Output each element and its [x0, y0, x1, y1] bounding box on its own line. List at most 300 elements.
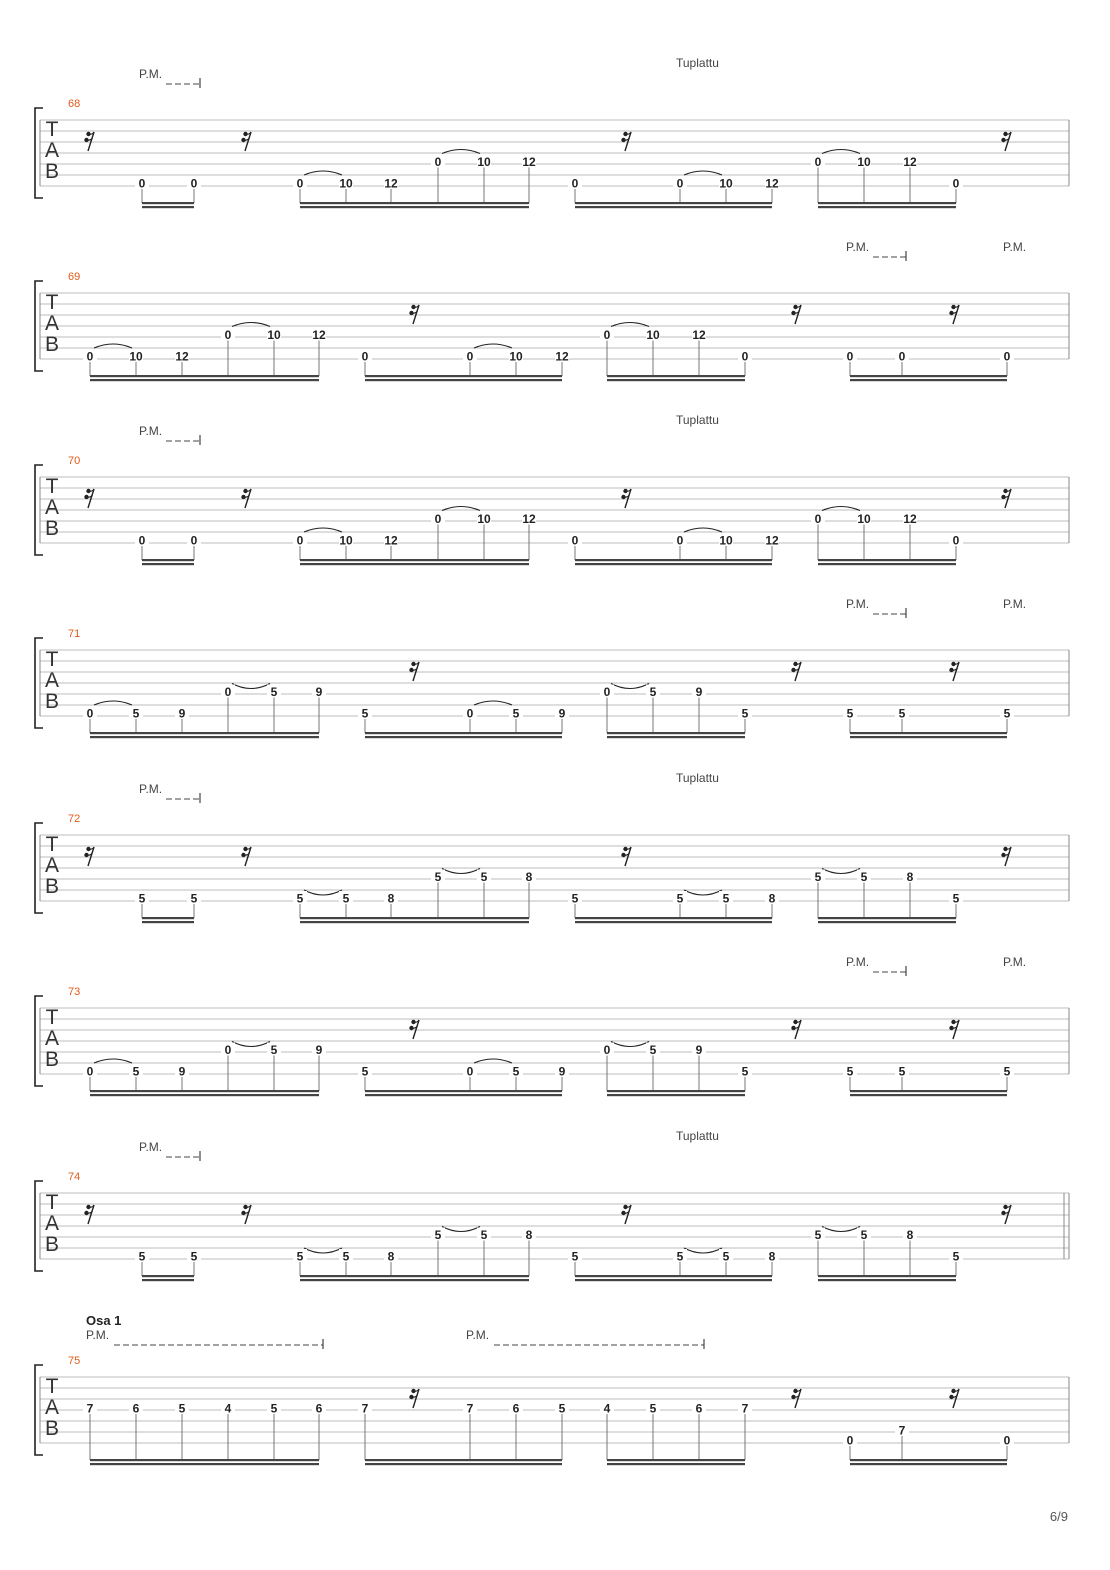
fret-number: 10 — [477, 512, 491, 526]
tab-system-68 — [35, 56, 1069, 208]
fret-number: 0 — [434, 512, 442, 526]
fret-number: 12 — [312, 328, 326, 342]
sixteenth-rest — [949, 1020, 959, 1039]
fret-number: 8 — [525, 870, 533, 884]
sixteenth-rest — [241, 489, 251, 508]
fret-number: 0 — [571, 176, 579, 191]
fret-number: 9 — [558, 706, 566, 721]
fret-number: 5 — [1003, 1064, 1011, 1079]
fret-number: 7 — [741, 1401, 749, 1416]
tie — [304, 1248, 342, 1253]
sixteenth-rest — [84, 1205, 94, 1224]
beam — [142, 563, 194, 565]
beam — [365, 732, 562, 734]
fret-number: 5 — [741, 1064, 749, 1079]
tab-clef-letter: A — [44, 1212, 60, 1235]
fret-number: 7 — [361, 1401, 369, 1416]
sixteenth-rest — [621, 132, 631, 151]
tuplattu-label: Tuplattu — [676, 1129, 719, 1143]
fret-number: 10 — [267, 328, 281, 342]
fret-number: 7 — [466, 1401, 474, 1416]
tab-clef-letter: T — [45, 1191, 59, 1214]
fret-number: 0 — [224, 328, 232, 342]
beam — [850, 1459, 1007, 1461]
fret-number: 5 — [132, 1064, 140, 1079]
palm-mute-label: P.M. — [139, 67, 163, 81]
fret-number: 5 — [270, 1401, 278, 1416]
beam — [365, 1090, 562, 1092]
beam — [607, 1090, 745, 1092]
fret-number: 7 — [86, 1401, 94, 1416]
fret-number: 0 — [741, 349, 749, 364]
tie — [684, 1248, 722, 1253]
fret-number: 0 — [952, 533, 960, 548]
fret-number: 10 — [477, 155, 491, 169]
tab-clef-letter: T — [45, 833, 59, 856]
fret-number: 5 — [296, 1249, 304, 1264]
palm-mute-label: P.M. — [1003, 240, 1027, 254]
fret-number: 10 — [339, 176, 353, 191]
fret-number: 0 — [846, 349, 854, 364]
fret-number: 0 — [676, 533, 684, 548]
fret-number: 12 — [765, 533, 779, 548]
fret-number: 0 — [676, 176, 684, 191]
fret-number: 5 — [860, 870, 868, 884]
fret-number: 10 — [719, 533, 733, 548]
fret-number: 12 — [384, 176, 398, 191]
sixteenth-rest — [84, 489, 94, 508]
fret-number: 4 — [224, 1401, 232, 1416]
tie — [611, 684, 649, 689]
tab-clef-letter: A — [44, 854, 60, 877]
tab-clef-letter: T — [45, 475, 59, 498]
tab-system-71 — [35, 597, 1069, 738]
fret-number: 5 — [814, 1228, 822, 1242]
fret-number: 5 — [649, 685, 657, 699]
beam — [90, 1090, 319, 1092]
fret-number: 12 — [555, 349, 569, 364]
tie — [684, 171, 722, 175]
palm-mute-label: P.M. — [139, 424, 163, 438]
fret-number: 5 — [296, 891, 304, 906]
measure-number: 72 — [68, 813, 81, 825]
sixteenth-rest — [621, 847, 631, 866]
fret-number: 5 — [898, 706, 906, 721]
beam — [818, 917, 956, 919]
fret-number: 5 — [270, 685, 278, 699]
page-number: 6/9 — [1049, 1509, 1068, 1524]
tab-clef-letter: A — [44, 1027, 60, 1050]
fret-number: 5 — [860, 1228, 868, 1242]
sixteenth-rest — [621, 1205, 631, 1224]
tie — [684, 528, 722, 532]
beam — [90, 1459, 319, 1461]
fret-number: 10 — [646, 328, 660, 342]
tab-system-69 — [35, 240, 1069, 381]
fret-number: 0 — [86, 706, 94, 721]
beam — [142, 1275, 194, 1277]
beam — [575, 563, 772, 565]
fret-number: 8 — [906, 870, 914, 884]
beam — [365, 736, 562, 738]
tie — [442, 1227, 480, 1232]
measure-number: 68 — [68, 98, 81, 110]
beam — [575, 202, 772, 204]
fret-number: 5 — [846, 706, 854, 721]
fret-number: 8 — [768, 1249, 776, 1264]
fret-number: 5 — [512, 706, 520, 721]
fret-number: 0 — [434, 155, 442, 169]
tie — [232, 684, 270, 689]
fret-number: 5 — [558, 1401, 566, 1416]
beam — [850, 379, 1007, 381]
fret-number: 0 — [466, 1064, 474, 1079]
sixteenth-rest — [241, 1205, 251, 1224]
fret-number: 5 — [952, 891, 960, 906]
beam — [850, 375, 1007, 377]
beam — [818, 559, 956, 561]
fret-number: 8 — [906, 1228, 914, 1242]
fret-number: 5 — [676, 891, 684, 906]
measure-number: 75 — [68, 1355, 81, 1367]
palm-mute-label: P.M. — [1003, 955, 1027, 969]
fret-number: 8 — [387, 891, 395, 906]
tie — [822, 869, 860, 874]
tie — [442, 869, 480, 874]
fret-number: 9 — [315, 685, 323, 699]
palm-mute-label: P.M. — [1003, 597, 1027, 611]
beam — [142, 921, 194, 923]
measure-number: 70 — [68, 455, 81, 467]
tab-system-73 — [35, 955, 1069, 1096]
tab-clef-letter: B — [44, 1417, 60, 1440]
sixteenth-rest — [1001, 489, 1011, 508]
beam — [850, 1094, 1007, 1096]
fret-number: 10 — [857, 155, 871, 169]
fret-number: 0 — [138, 176, 146, 191]
beam — [300, 563, 529, 565]
sixteenth-rest — [1001, 1205, 1011, 1224]
palm-mute-label: P.M. — [86, 1328, 110, 1342]
sixteenth-rest — [949, 305, 959, 324]
beam — [818, 563, 956, 565]
fret-number: 12 — [384, 533, 398, 548]
fret-number: 9 — [695, 685, 703, 699]
tie — [474, 344, 512, 348]
beam — [90, 375, 319, 377]
fret-number: 10 — [719, 176, 733, 191]
beam — [90, 379, 319, 381]
fret-number: 5 — [512, 1064, 520, 1079]
fret-number: 0 — [86, 349, 94, 364]
fret-number: 0 — [361, 349, 369, 364]
beam — [300, 1275, 529, 1277]
beam — [575, 206, 772, 208]
tab-clef-letter: T — [45, 648, 59, 671]
beam — [300, 917, 529, 919]
sixteenth-rest — [949, 1389, 959, 1408]
measure-number: 74 — [68, 1171, 81, 1183]
beam — [365, 1463, 562, 1465]
beam — [365, 1094, 562, 1096]
beam — [142, 202, 194, 204]
fret-number: 8 — [387, 1249, 395, 1264]
sixteenth-rest — [1001, 132, 1011, 151]
fret-number: 6 — [132, 1401, 140, 1416]
beam — [850, 732, 1007, 734]
tie — [684, 890, 722, 895]
fret-number: 0 — [603, 1043, 611, 1057]
fret-number: 12 — [903, 155, 917, 169]
fret-number: 0 — [846, 1433, 854, 1448]
sixteenth-rest — [409, 662, 419, 681]
tab-clef-letter: A — [44, 1396, 60, 1419]
tab-clef-letter: B — [44, 1233, 60, 1256]
measure-number: 69 — [68, 271, 81, 283]
fret-number: 0 — [466, 706, 474, 721]
measure-number: 71 — [68, 628, 81, 640]
fret-number: 5 — [571, 891, 579, 906]
fret-number: 0 — [814, 155, 822, 169]
sixteenth-rest — [409, 305, 419, 324]
beam — [607, 379, 745, 381]
fret-number: 5 — [132, 706, 140, 721]
tab-clef-letter: T — [45, 1375, 59, 1398]
sixteenth-rest — [791, 1020, 801, 1039]
beam — [607, 375, 745, 377]
fret-number: 0 — [86, 1064, 94, 1079]
beam — [300, 1279, 529, 1281]
fret-number: 12 — [175, 349, 189, 364]
beam — [365, 379, 562, 381]
sixteenth-rest — [621, 489, 631, 508]
tab-clef-letter: T — [45, 118, 59, 141]
tuplattu-label: Tuplattu — [676, 413, 719, 427]
sixteenth-rest — [409, 1020, 419, 1039]
fret-number: 5 — [480, 1228, 488, 1242]
tab-clef-letter: B — [44, 875, 60, 898]
beam — [850, 1463, 1007, 1465]
tuplattu-label: Tuplattu — [676, 771, 719, 785]
fret-number: 5 — [814, 870, 822, 884]
fret-number: 8 — [768, 891, 776, 906]
sixteenth-rest — [241, 847, 251, 866]
fret-number: 5 — [1003, 706, 1011, 721]
fret-number: 10 — [509, 349, 523, 364]
beam — [142, 917, 194, 919]
beam — [818, 202, 956, 204]
beam — [142, 1279, 194, 1281]
fret-number: 9 — [178, 706, 186, 721]
sixteenth-rest — [791, 662, 801, 681]
fret-number: 10 — [857, 512, 871, 526]
sixteenth-rest — [84, 847, 94, 866]
fret-number: 6 — [695, 1401, 703, 1416]
tab-clef-letter: A — [44, 139, 60, 162]
fret-number: 12 — [522, 155, 536, 169]
fret-number: 0 — [190, 176, 198, 191]
beam — [607, 732, 745, 734]
palm-mute-label: P.M. — [846, 955, 870, 969]
fret-number: 5 — [741, 706, 749, 721]
fret-number: 10 — [129, 349, 143, 364]
fret-number: 5 — [649, 1401, 657, 1416]
tab-clef-letter: A — [44, 496, 60, 519]
beam — [575, 1279, 772, 1281]
fret-number: 6 — [512, 1401, 520, 1416]
fret-number: 0 — [1003, 349, 1011, 364]
fret-number: 5 — [480, 870, 488, 884]
beam — [575, 921, 772, 923]
tie — [232, 1042, 270, 1047]
fret-number: 5 — [722, 1249, 730, 1264]
beam — [142, 559, 194, 561]
tie — [822, 1227, 860, 1232]
tab-clef-letter: B — [44, 517, 60, 540]
beam — [575, 1275, 772, 1277]
sixteenth-rest — [949, 662, 959, 681]
sixteenth-rest — [409, 1389, 419, 1408]
palm-mute-label: P.M. — [846, 597, 870, 611]
tab-system-75 — [35, 1313, 1069, 1465]
beam — [142, 206, 194, 208]
tab-clef-letter: A — [44, 312, 60, 335]
beam — [818, 921, 956, 923]
fret-number: 5 — [361, 1064, 369, 1079]
fret-number: 5 — [676, 1249, 684, 1264]
fret-number: 0 — [296, 176, 304, 191]
beam — [300, 202, 529, 204]
fret-number: 0 — [1003, 1433, 1011, 1448]
sixteenth-rest — [791, 305, 801, 324]
tie — [94, 701, 132, 705]
beam — [90, 732, 319, 734]
fret-number: 0 — [952, 176, 960, 191]
tie — [304, 890, 342, 895]
sixteenth-rest — [84, 132, 94, 151]
fret-number: 12 — [765, 176, 779, 191]
fret-number: 0 — [296, 533, 304, 548]
fret-number: 5 — [138, 1249, 146, 1264]
fret-number: 6 — [315, 1401, 323, 1416]
fret-number: 0 — [466, 349, 474, 364]
beam — [607, 1463, 745, 1465]
beam — [607, 736, 745, 738]
fret-number: 5 — [270, 1043, 278, 1057]
beam — [607, 1094, 745, 1096]
fret-number: 5 — [434, 1228, 442, 1242]
beam — [575, 559, 772, 561]
beam — [90, 1463, 319, 1465]
fret-number: 0 — [571, 533, 579, 548]
palm-mute-label: P.M. — [139, 782, 163, 796]
fret-number: 0 — [898, 349, 906, 364]
beam — [300, 921, 529, 923]
fret-number: 0 — [603, 328, 611, 342]
measure-number: 73 — [68, 986, 81, 998]
tie — [304, 171, 342, 175]
fret-number: 10 — [339, 533, 353, 548]
tab-clef-letter: B — [44, 160, 60, 183]
tab-clef-letter: B — [44, 690, 60, 713]
fret-number: 12 — [903, 512, 917, 526]
beam — [850, 736, 1007, 738]
fret-number: 0 — [814, 512, 822, 526]
palm-mute-label: P.M. — [846, 240, 870, 254]
tab-clef-letter: T — [45, 1006, 59, 1029]
fret-number: 5 — [571, 1249, 579, 1264]
fret-number: 5 — [434, 870, 442, 884]
fret-number: 5 — [138, 891, 146, 906]
beam — [90, 1094, 319, 1096]
tie — [474, 1059, 512, 1063]
tab-clef-letter: B — [44, 1048, 60, 1071]
fret-number: 5 — [190, 891, 198, 906]
fret-number: 9 — [558, 1064, 566, 1079]
fret-number: 7 — [898, 1423, 906, 1438]
fret-number: 5 — [952, 1249, 960, 1264]
beam — [818, 206, 956, 208]
fret-number: 5 — [342, 891, 350, 906]
tie — [611, 1042, 649, 1047]
section-title: Osa 1 — [86, 1313, 122, 1328]
fret-number: 12 — [692, 328, 706, 342]
beam — [607, 1459, 745, 1461]
tab-clef-letter: A — [44, 669, 60, 692]
fret-number: 5 — [846, 1064, 854, 1079]
beam — [818, 1275, 956, 1277]
tie — [474, 701, 512, 705]
fret-number: 5 — [649, 1043, 657, 1057]
fret-number: 8 — [525, 1228, 533, 1242]
beam — [90, 736, 319, 738]
fret-number: 12 — [522, 512, 536, 526]
fret-number: 0 — [190, 533, 198, 548]
sixteenth-rest — [1001, 847, 1011, 866]
palm-mute-label: P.M. — [139, 1140, 163, 1154]
fret-number: 0 — [138, 533, 146, 548]
fret-number: 9 — [695, 1043, 703, 1057]
fret-number: 0 — [603, 685, 611, 699]
beam — [300, 206, 529, 208]
fret-number: 9 — [178, 1064, 186, 1079]
tab-clef-letter: T — [45, 291, 59, 314]
beam — [575, 917, 772, 919]
fret-number: 5 — [898, 1064, 906, 1079]
tab-system-72 — [35, 771, 1069, 923]
beam — [818, 1279, 956, 1281]
tie — [304, 528, 342, 532]
tie — [94, 344, 132, 348]
fret-number: 0 — [224, 685, 232, 699]
fret-number: 5 — [190, 1249, 198, 1264]
tuplattu-label: Tuplattu — [676, 56, 719, 70]
fret-number: 5 — [722, 891, 730, 906]
tab-clef-letter: B — [44, 333, 60, 356]
beam — [365, 375, 562, 377]
tie — [94, 1059, 132, 1063]
beam — [300, 559, 529, 561]
tab-system-74 — [35, 1129, 1069, 1281]
fret-number: 4 — [603, 1401, 611, 1416]
fret-number: 5 — [342, 1249, 350, 1264]
sixteenth-rest — [791, 1389, 801, 1408]
palm-mute-label: P.M. — [466, 1328, 490, 1342]
sixteenth-rest — [241, 132, 251, 151]
fret-number: 5 — [361, 706, 369, 721]
tab-system-70 — [35, 413, 1069, 565]
fret-number: 0 — [224, 1043, 232, 1057]
